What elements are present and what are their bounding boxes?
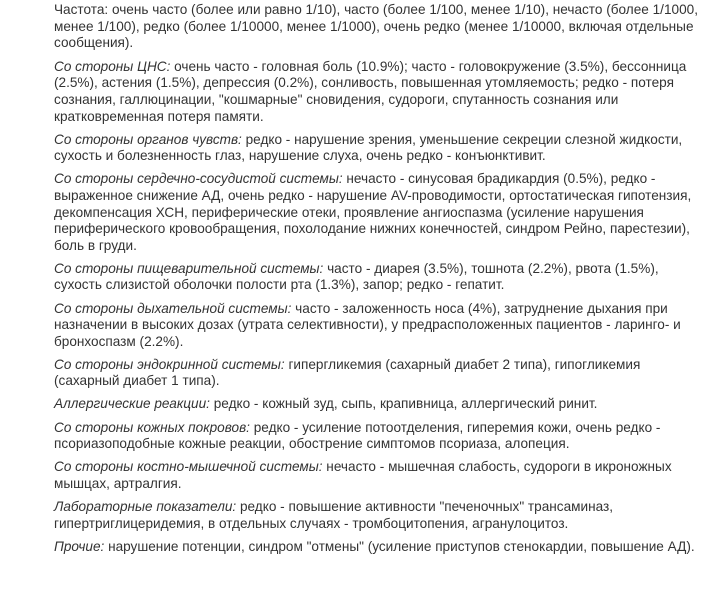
section-sense-organs-heading: Со стороны органов чувств:	[54, 131, 242, 147]
side-effects-document	[54, 2, 704, 562]
section-cns	[54, 59, 704, 125]
section-respiratory-text: часто - заложенность носа (4%), затруднение дыхания при назначении в высоких дозах (утрата селективности), у предрасположенных пациентов - ларинго- и бронхоспазм (2.2%).	[54, 300, 681, 349]
section-respiratory	[54, 301, 704, 351]
section-laboratory-text: редко - повышение активности "печеночных" трансаминаз, гипертриглицеридемия, в отдельных случаях - тромбоцитопения, агранулоцитоз.	[54, 498, 613, 531]
section-laboratory	[54, 499, 704, 532]
section-laboratory-heading: Лабораторные показатели:	[54, 498, 237, 514]
section-digestive-text: часто - диарея (3.5%), тошнота (2.2%), рвота (1.5%), сухость слизистой оболочки полости рта (1.3%), запор; редко - гепатит.	[54, 260, 659, 293]
section-musculoskeletal	[54, 459, 704, 492]
section-allergic-text: редко - кожный зуд, сыпь, крапивница, аллергический ринит.	[209, 396, 598, 412]
section-allergic	[54, 396, 704, 413]
section-allergic-heading: Аллергические реакции:	[54, 396, 210, 412]
section-respiratory-heading: Со стороны дыхательной системы:	[54, 300, 292, 316]
section-sense-organs-text: редко - нарушение зрения, уменьшение секреции слезной жидкости, сухость и болезненность глаз, нарушение слуха, очень редко - конъюнктивит.	[54, 131, 683, 164]
section-other	[54, 539, 704, 556]
section-cardiovascular-heading: Со стороны сердечно-сосудистой системы:	[54, 171, 343, 187]
section-cns-heading: Со стороны ЦНС:	[54, 58, 171, 74]
section-endocrine-text: гипергликемия (сахарный диабет 2 типа), гипогликемия (сахарный диабет 1 типа).	[54, 356, 641, 389]
section-digestive	[54, 261, 704, 294]
section-sense-organs	[54, 132, 704, 165]
section-cardiovascular-text: нечасто - синусовая брадикардия (0.5%), редко - выраженное снижение АД, очень редко - нарушение AV-проводимости, ортостатическая гипотензия, декомпенсация ХСН, периферические отеки, проявление ангиоспазма (усиление нарушения периферического кровообращения, похолодание нижних конечностей, синдром Рейно, парестезии), боль в груди.	[54, 171, 692, 253]
section-skin-heading: Со стороны кожных покровов:	[54, 419, 250, 435]
section-skin-text: редко - усиление потоотделения, гиперемия кожи, очень редко - псориазоподобные кожные реакции, обострение симптомов псориаза, алопеция.	[54, 419, 661, 452]
section-cardiovascular	[54, 171, 704, 254]
section-digestive-heading: Со стороны пищеварительной системы:	[54, 260, 324, 276]
frequency-definition-text: Частота: очень часто (более или равно 1/10), часто (более 1/100, менее 1/10), нечасто (более 1/1000, менее 1/100), редко (более 1/10000, менее 1/1000), очень редко (менее 1/10000, включая отдельные сообщения).	[54, 2, 698, 51]
frequency-definition-paragraph	[54, 2, 704, 52]
section-musculoskeletal-heading: Со стороны костно-мышечной системы:	[54, 459, 323, 475]
section-musculoskeletal-text: нечасто - мышечная слабость, судороги в икроножных мышцах, артралгия.	[54, 459, 672, 491]
section-endocrine-heading: Со стороны эндокринной системы:	[54, 356, 285, 372]
section-cns-text: очень часто - головная боль (10.9%); часто - головокружение (3.5%), бессонница (2.5%), астения (1.5%), депрессия (0.2%), сонливость, повышенная утомляемость; редко - потеря сознания, галлюцинации, "кошмарные" сновидения, судороги, спутанность сознания или кратковременная потеря памяти.	[54, 58, 687, 124]
section-skin	[54, 420, 704, 453]
section-endocrine	[54, 357, 704, 390]
section-other-heading: Прочие:	[54, 538, 105, 554]
section-other-text: нарушение потенции, синдром "отмены" (усиление приступов стенокардии, повышение АД).	[104, 538, 695, 554]
